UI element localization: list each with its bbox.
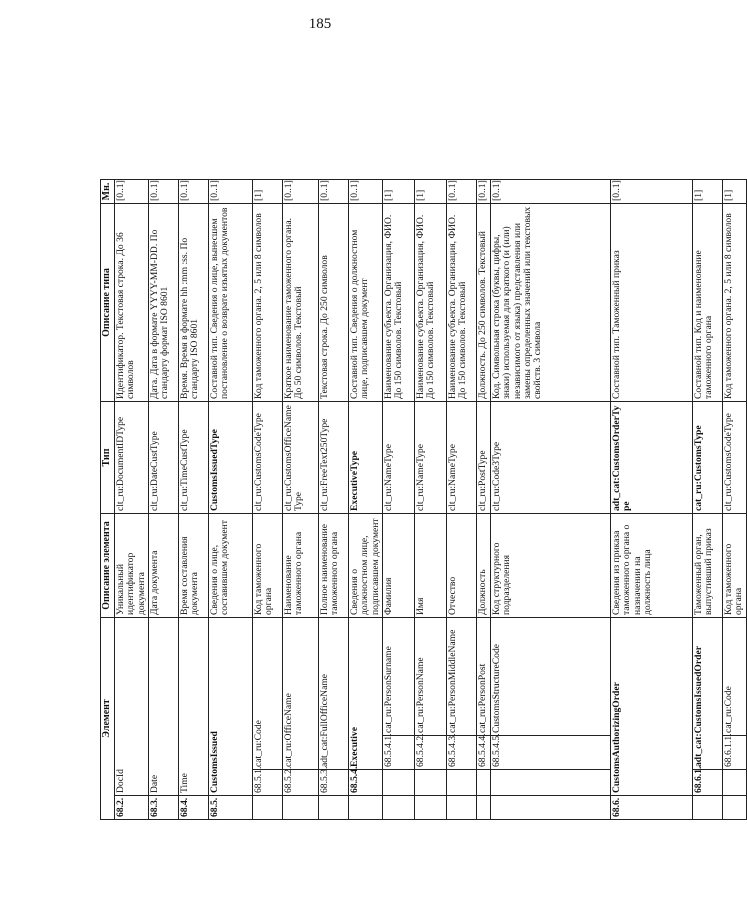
header-element: Элемент <box>101 618 115 820</box>
multiplicity: [1] <box>414 180 446 204</box>
element-type: ExecutiveType <box>348 402 382 514</box>
type-description: Наименование субъекта. Организация, ФИО. До 150 символов. Текстовый <box>446 204 476 402</box>
element-type: clt_ru:DocumentIDType <box>114 402 148 514</box>
element-description: Таможенный орган, выпустивший приказ <box>692 514 722 618</box>
header-type-description: Описание типа <box>101 204 115 402</box>
indent-cell <box>722 770 746 796</box>
table-row <box>722 180 746 820</box>
table-row <box>446 180 476 820</box>
element-description: Фамилия <box>382 514 414 618</box>
row-number: 68.5.3. <box>318 770 348 796</box>
multiplicity: [0..1] <box>148 180 178 204</box>
element-description: Должность <box>476 514 490 618</box>
multiplicity: [0..1] <box>114 180 148 204</box>
element-description: Сведения из приказа таможенного органа о назначении на должность лица <box>610 514 692 618</box>
type-description: Наименование субъекта. Организация, ФИО. До 150 символов. Текстовый <box>382 204 414 402</box>
table-row <box>282 180 318 820</box>
multiplicity: [1] <box>252 180 282 204</box>
type-description: Должность. До 250 символов. Текстовый <box>476 204 490 402</box>
row-number: 68.6.1.1. <box>722 736 746 770</box>
multiplicity: [0..1] <box>282 180 318 204</box>
indent-cell <box>446 770 476 796</box>
element-type: clt_ru:PostType <box>476 402 490 514</box>
element-type: clt_ru:DateCustType <box>148 402 178 514</box>
element-name: DocId <box>114 618 148 796</box>
multiplicity: [1] <box>692 180 722 204</box>
element-description: Имя <box>414 514 446 618</box>
indent-cell <box>252 796 282 820</box>
element-type: clt_ru:NameType <box>382 402 414 514</box>
indent-cell <box>490 770 610 796</box>
element-type: clt_ru:TimeCustType <box>178 402 208 514</box>
indent-cell <box>382 796 414 820</box>
multiplicity: [0..1] <box>476 180 490 204</box>
multiplicity: [0..1] <box>178 180 208 204</box>
element-name: cat_ru:PersonSurname <box>382 618 414 736</box>
type-description: Составной тип. Таможенный приказ <box>610 204 692 402</box>
type-description: Идентификатор. Текстовая строка. До 36 символов <box>114 204 148 402</box>
element-name: cat_ru:PersonMiddleName <box>446 618 476 736</box>
row-number: 68.3. <box>148 796 178 820</box>
element-name: cat_ru:Code <box>722 618 746 736</box>
indent-cell <box>476 770 490 796</box>
multiplicity: [0..1] <box>348 180 382 204</box>
multiplicity: [0..1] <box>208 180 252 204</box>
element-description: Код таможенного органа <box>722 514 746 618</box>
type-description: Составной тип. Код и наименование таможенного органа <box>692 204 722 402</box>
indent-cell <box>414 770 446 796</box>
table-row <box>414 180 446 820</box>
type-description: Составной тип. Сведения о должностном лице, подписавшем документ <box>348 204 382 402</box>
element-name: CustomsAuthorizingOrder <box>610 618 692 796</box>
row-number: 68.4. <box>178 796 208 820</box>
element-type: clt_ru:CustomsCodeType <box>722 402 746 514</box>
multiplicity: [0..1] <box>490 180 610 204</box>
type-description: Текстовая строка. До 250 символов <box>318 204 348 402</box>
element-type: cat_ru:CustomsType <box>692 402 722 514</box>
row-number: 68.2. <box>114 796 148 820</box>
multiplicity: [1] <box>722 180 746 204</box>
indent-cell <box>476 796 490 820</box>
type-description: Время. Время в формате hh :mm :ss. По стандарту ISO 8601 <box>178 204 208 402</box>
indent-cell <box>282 796 318 820</box>
indent-cell <box>490 796 610 820</box>
element-name: adt_cat:CustomsIssuedOrder <box>692 618 722 770</box>
header-description: Описание элемента <box>101 514 115 618</box>
element-description: Отчество <box>446 514 476 618</box>
table-row <box>148 180 178 820</box>
type-description: Код таможенного органа. 2, 5 или 8 символов <box>722 204 746 402</box>
row-number: 68.5. <box>208 796 252 820</box>
element-name: Time <box>178 618 208 796</box>
row-number: 68.5.4.2. <box>414 736 446 770</box>
element-name: CustomsIssued <box>208 618 252 796</box>
type-description: Дата. Дата в формате YYYY-MM-DD. По стандарту формат ISO 8601 <box>148 204 178 402</box>
element-type: clt_ru:Code3Type <box>490 402 610 514</box>
type-description: Код. Символьная строка (буквы, цифры, знаки) используемая для краткого (и (или) независимого от языка) представления или замены определенных значений или текстовых свойств. 3 символа <box>490 204 610 402</box>
table-row <box>208 180 252 820</box>
indent-cell <box>382 770 414 796</box>
row-number: 68.5.4.5. <box>490 736 610 770</box>
table-row <box>348 180 382 820</box>
table-row <box>382 180 414 820</box>
element-type: adt_cat:CustomsOrderType <box>610 402 692 514</box>
element-name: cat_ru:Code <box>252 618 282 770</box>
element-description: Код таможенного органа <box>252 514 282 618</box>
rotated-table-container <box>100 180 745 820</box>
multiplicity: [0..1] <box>610 180 692 204</box>
page-number: 185 <box>308 16 332 32</box>
element-name: cat_ru:PersonName <box>414 618 446 736</box>
type-description: Краткое наименование таможенного органа. До 50 символов. Текстовый <box>282 204 318 402</box>
element-description: Уникальный идентификатор документа <box>114 514 148 618</box>
header-row <box>101 180 115 820</box>
header-type: Тип <box>101 402 115 514</box>
multiplicity: [0..1] <box>446 180 476 204</box>
type-description: Код таможенного органа. 2, 5 или 8 символов <box>252 204 282 402</box>
table-row <box>114 180 148 820</box>
element-description: Дата документа <box>148 514 178 618</box>
element-name: cat_ru:PersonPost <box>476 618 490 736</box>
multiplicity: [1] <box>382 180 414 204</box>
table-row <box>318 180 348 820</box>
element-name: Date <box>148 618 178 796</box>
element-description: Код структурного подразделения <box>490 514 610 618</box>
indent-cell <box>414 796 446 820</box>
table-row <box>490 180 610 820</box>
element-name: Executive <box>348 618 382 770</box>
element-type: clt_ru:NameType <box>414 402 446 514</box>
element-description: Время составления документа <box>178 514 208 618</box>
row-number: 68.5.4.4. <box>476 736 490 770</box>
type-description: Составной тип. Сведения о лице, вынесшем постановление о возврате изъятых документов <box>208 204 252 402</box>
indent-cell <box>446 796 476 820</box>
element-name: cat_ru:OfficeName <box>282 618 318 770</box>
row-number: 68.5.4.1. <box>382 736 414 770</box>
element-type: CustomsIssuedType <box>208 402 252 514</box>
table-row <box>178 180 208 820</box>
indent-cell <box>348 796 382 820</box>
table-body <box>114 180 746 820</box>
row-number: 68.5.4.3. <box>446 736 476 770</box>
row-number: 68.6.1. <box>692 770 722 796</box>
element-description: Наименование таможенного органа <box>282 514 318 618</box>
table-row <box>476 180 490 820</box>
element-name: CustomsStructureCode <box>490 618 610 736</box>
element-description: Полное наименование таможенного органа <box>318 514 348 618</box>
element-description: Сведения о лице, составившем документ <box>208 514 252 618</box>
header-multiplicity: Мн. <box>101 180 115 204</box>
type-description: Наименование субъекта. Организация, ФИО. До 150 символов. Текстовый <box>414 204 446 402</box>
row-number: 68.5.1. <box>252 770 282 796</box>
multiplicity: [0..1] <box>318 180 348 204</box>
element-name: adt_cat:FullOfficeName <box>318 618 348 770</box>
table-row <box>610 180 692 820</box>
row-number: 68.5.2. <box>282 770 318 796</box>
indent-cell <box>692 796 722 820</box>
schema-table <box>100 179 747 820</box>
table-row <box>252 180 282 820</box>
row-number: 68.5.4. <box>348 770 382 796</box>
indent-cell <box>722 796 746 820</box>
table-row <box>692 180 722 820</box>
row-number: 68.6. <box>610 796 692 820</box>
element-type: clt_ru:FreeText250Type <box>318 402 348 514</box>
element-type: clt_ru:CustomsCodeType <box>252 402 282 514</box>
element-type: clt_ru:CustomsOfficeNameType <box>282 402 318 514</box>
element-description: Сведения о должностном лице, подписавшем документ <box>348 514 382 618</box>
indent-cell <box>318 796 348 820</box>
element-type: clt_ru:NameType <box>446 402 476 514</box>
